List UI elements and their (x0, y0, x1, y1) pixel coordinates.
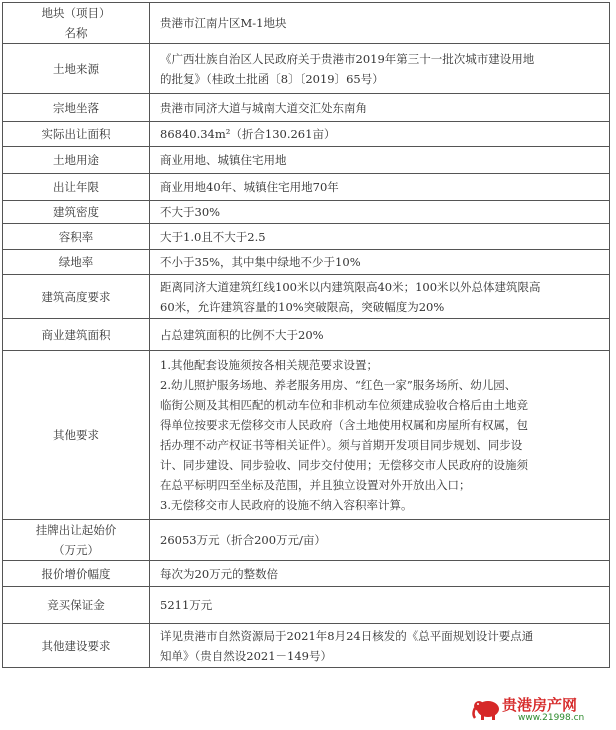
row-value (150, 3, 610, 44)
elephant-logo-icon (472, 696, 502, 722)
table-row (3, 147, 610, 174)
row-value-line: 86840.34m²（折合130.261亩） (160, 127, 336, 141)
table-row (3, 224, 610, 250)
watermark (472, 694, 612, 724)
row-value-line: 商业用地40年、城镇住宅用地70年 (160, 180, 339, 194)
row-value-line: 临街公厕及其相匹配的机动车位和非机动车位须建成验收合格后由土地竞 (160, 398, 528, 412)
row-value-line: 计、同步建设、同步验收、同步交付使用；无偿移交市人民政府的设施须 (160, 458, 528, 472)
table-row (3, 319, 610, 351)
row-label-line: 建筑密度 (53, 205, 99, 219)
row-label (3, 250, 150, 275)
table-row (3, 624, 610, 668)
row-label (3, 561, 150, 587)
row-label-line: （万元） (53, 543, 99, 557)
table-row (3, 174, 610, 201)
row-label (3, 122, 150, 147)
row-value-line: 1.其他配套设施须按各相关规范要求设置； (160, 358, 378, 372)
row-value-line: 3.无偿移交市人民政府的设施不纳入容积率计算。 (160, 498, 413, 512)
table-row (3, 250, 610, 275)
row-label-line: 宗地坐落 (53, 100, 99, 115)
table-row (3, 94, 610, 122)
table-row (3, 561, 610, 587)
row-value-line: 商业用地、城镇住宅用地 (160, 153, 287, 167)
row-label-line: 名称 (64, 26, 88, 40)
row-value-line: 占总建筑面积的比例不大于20% (160, 327, 324, 342)
row-value-line: 贵港市同济大道与城南大道交汇处东南角 (160, 100, 367, 115)
watermark-url: www.21998.cn (518, 713, 585, 723)
row-value (150, 94, 610, 122)
row-value-line: 每次为20万元的整数倍 (160, 566, 279, 581)
row-label-line: 其他要求 (53, 428, 99, 442)
row-label-line: 出让年限 (53, 180, 99, 194)
row-label-line: 竞买保证金 (47, 598, 105, 612)
row-value-line: 在总平标明四至坐标及范围，并且独立设置对外开放出入口； (160, 478, 471, 492)
table-row (3, 351, 610, 520)
table-row (3, 587, 610, 624)
row-label-line: 土地来源 (53, 61, 99, 76)
row-value-line: 知单》（贵自然设2021－149号） (160, 648, 332, 663)
row-label-line: 商业建筑面积 (41, 327, 111, 342)
row-label-line: 实际出让面积 (41, 127, 111, 141)
row-value (150, 201, 610, 224)
row-value-line: 详见贵港市自然资源局于2021年8月24日核发的《总平面规划设计要点通 (160, 628, 534, 643)
row-value-line: 得单位按要求无偿移交市人民政府（含土地使用权属和房屋所有权属，包 (160, 418, 528, 432)
row-label (3, 624, 150, 668)
row-value-line: 2.幼儿照护服务场地、养老服务用房、“红色一家”服务场所、幼儿园、 (160, 378, 517, 392)
row-label-line: 其他建设要求 (41, 638, 111, 653)
row-label-line: 绿地率 (58, 255, 94, 269)
row-value (150, 44, 610, 94)
row-value (150, 174, 610, 201)
row-value (150, 122, 610, 147)
row-value-line: 大于1.0且不大于2.5 (160, 229, 266, 244)
row-label (3, 201, 150, 224)
table-row (3, 122, 610, 147)
row-value (150, 351, 610, 520)
row-label (3, 3, 150, 44)
row-label-line: 建筑高度要求 (41, 289, 111, 304)
row-label (3, 520, 150, 561)
row-label (3, 147, 150, 174)
row-value (150, 147, 610, 174)
row-label-line: 挂牌出让起始价 (35, 523, 117, 537)
row-label-line: 地块（项目） (41, 6, 111, 20)
row-label (3, 275, 150, 319)
row-label (3, 351, 150, 520)
row-label-line: 容积率 (58, 229, 94, 244)
row-value (150, 624, 610, 668)
row-value-line: 括办理不动产权证书等相关证件）。须与首期开发项目同步规划、同步设 (160, 438, 523, 452)
row-label (3, 587, 150, 624)
row-value-line: 贵港市江南片区M-1地块 (160, 16, 287, 30)
table-row (3, 275, 610, 319)
row-label-line: 土地用途 (53, 153, 99, 167)
row-value (150, 587, 610, 624)
row-label (3, 44, 150, 94)
row-label (3, 94, 150, 122)
table-row (3, 520, 610, 561)
table-row (3, 3, 610, 44)
row-value (150, 561, 610, 587)
row-label-line: 报价增价幅度 (41, 566, 111, 581)
land-info-table (2, 2, 610, 668)
row-value (150, 250, 610, 275)
row-value-line: 60米，允许建筑容量的10%突破限高，突破幅度为20% (160, 299, 445, 314)
watermark-title: 贵港房产网 (502, 696, 578, 714)
table-row (3, 44, 610, 94)
row-value-line: 《广西壮族自治区人民政府关于贵港市2019年第三十一批次城市建设用地 (160, 51, 535, 66)
row-value-line: 5211万元 (160, 598, 213, 612)
row-value (150, 319, 610, 351)
row-label (3, 319, 150, 351)
table-body (3, 3, 610, 668)
row-value-line: 不大于30% (160, 205, 221, 219)
row-value (150, 520, 610, 561)
row-label (3, 174, 150, 201)
row-value-line: 距离同济大道建筑红线100米以内建筑限高40米；100米以外总体建筑限高 (160, 279, 541, 294)
row-value-line: 不小于35%，其中集中绿地不少于10% (160, 255, 361, 269)
row-value (150, 224, 610, 250)
row-label (3, 224, 150, 250)
row-value-line: 26053万元（折合200万元/亩） (160, 533, 326, 547)
row-value-line: 的批复》（桂政土批函〔8〕〔2019〕65号） (160, 71, 384, 86)
row-value (150, 275, 610, 319)
table-row (3, 201, 610, 224)
